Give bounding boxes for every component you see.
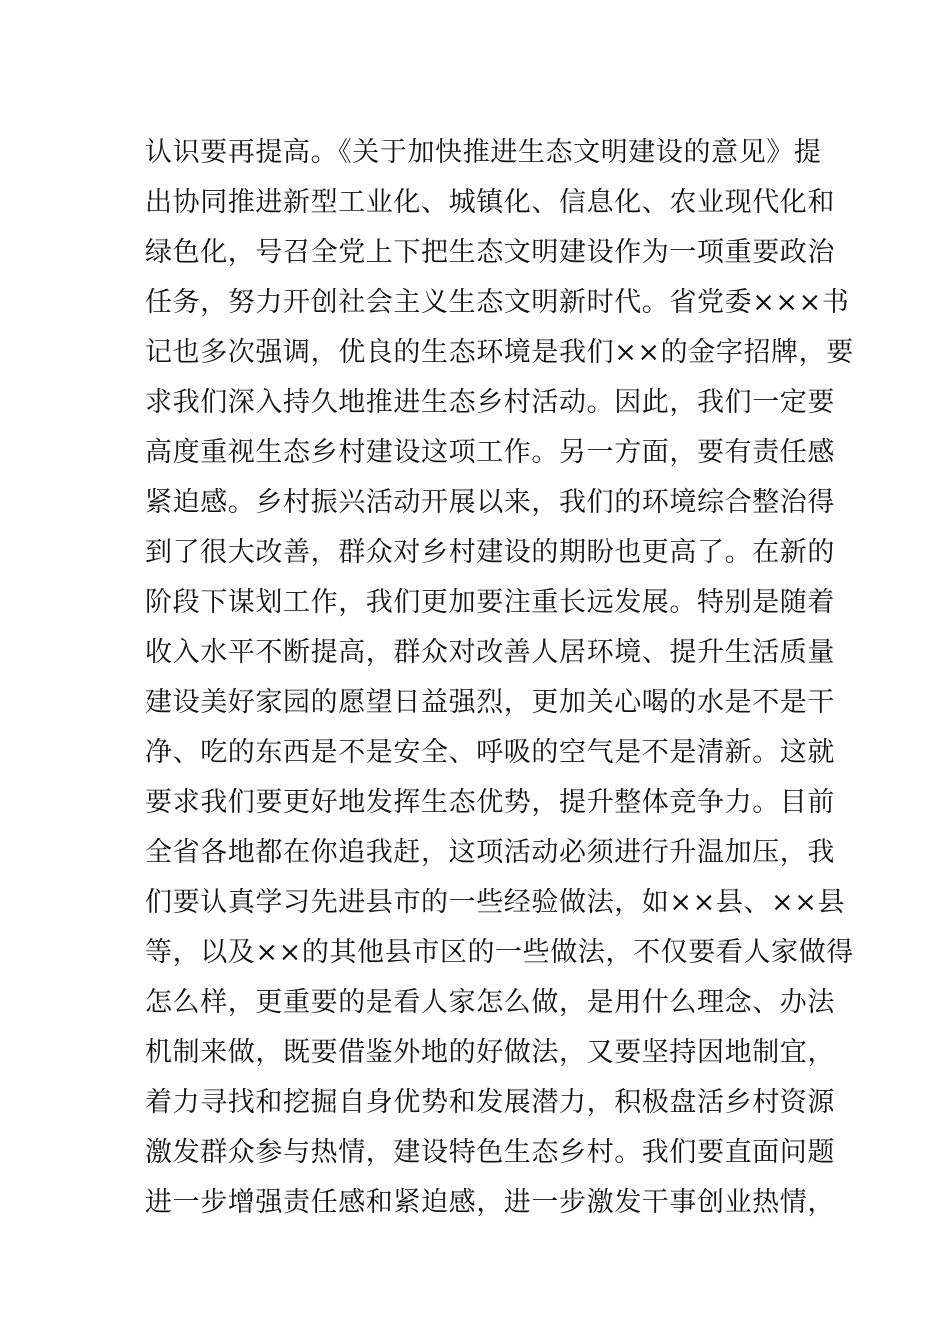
text-line: 等，以及××的其他县市区的一些做法，不仅要看人家做得: [145, 937, 854, 968]
text-line: 们要认真学习先进县市的一些经验做法，如××县、××县: [145, 887, 846, 918]
text-line: 机制来做，既要借鉴外地的好做法，又要坚持因地制宜，: [145, 1037, 835, 1068]
text-line: 高度重视生态乡村建设这项工作。另一方面，要有责任感: [145, 437, 835, 468]
text-line: 着力寻找和挖掘自身优势和发展潜力，积极盘活乡村资源: [145, 1087, 835, 1118]
text-line: 收入水平不断提高，群众对改善人居环境、提升生活质量: [145, 637, 835, 668]
text-line: 建设美好家园的愿望日益强烈，更加关心喝的水是不是干: [145, 687, 835, 718]
text-line: 求我们深入持久地推进生态乡村活动。因此，我们一定要: [145, 387, 835, 418]
text-line: 绿色化，号召全党上下把生态文明建设作为一项重要政治: [145, 237, 835, 268]
text-line: 激发群众参与热情，建设特色生态乡村。我们要直面问题: [145, 1137, 835, 1168]
text-line: 到了很大改善，群众对乡村建设的期盼也更高了。在新的: [145, 537, 835, 568]
text-line: 怎么样，更重要的是看人家怎么做，是用什么理念、办法: [145, 987, 835, 1018]
text-line: 进一步增强责任感和紧迫感，进一步激发干事创业热情，: [145, 1187, 835, 1218]
text-line: 任务，努力开创社会主义生态文明新时代。省党委×××书: [145, 287, 850, 318]
text-line: 紧迫感。乡村振兴活动开展以来，我们的环境综合整治得: [145, 487, 835, 518]
text-line: 出协同推进新型工业化、城镇化、信息化、农业现代化和: [145, 187, 835, 218]
text-line: 阶段下谋划工作，我们更加要注重长远发展。特别是随着: [145, 587, 835, 618]
text-line: 净、吃的东西是不是安全、呼吸的空气是不是清新。这就: [145, 737, 835, 768]
text-line: 全省各地都在你追我赶，这项活动必须进行升温加压，我: [145, 837, 835, 868]
text-line: 记也多次强调，优良的生态环境是我们××的金字招牌，要: [145, 337, 854, 368]
text-line: 认识要再提高。《关于加快推进生态文明建设的意见》提: [145, 137, 822, 168]
body-text: [145, 128, 854, 1228]
text-line: 要求我们要更好地发挥生态优势，提升整体竞争力。目前: [145, 787, 835, 818]
